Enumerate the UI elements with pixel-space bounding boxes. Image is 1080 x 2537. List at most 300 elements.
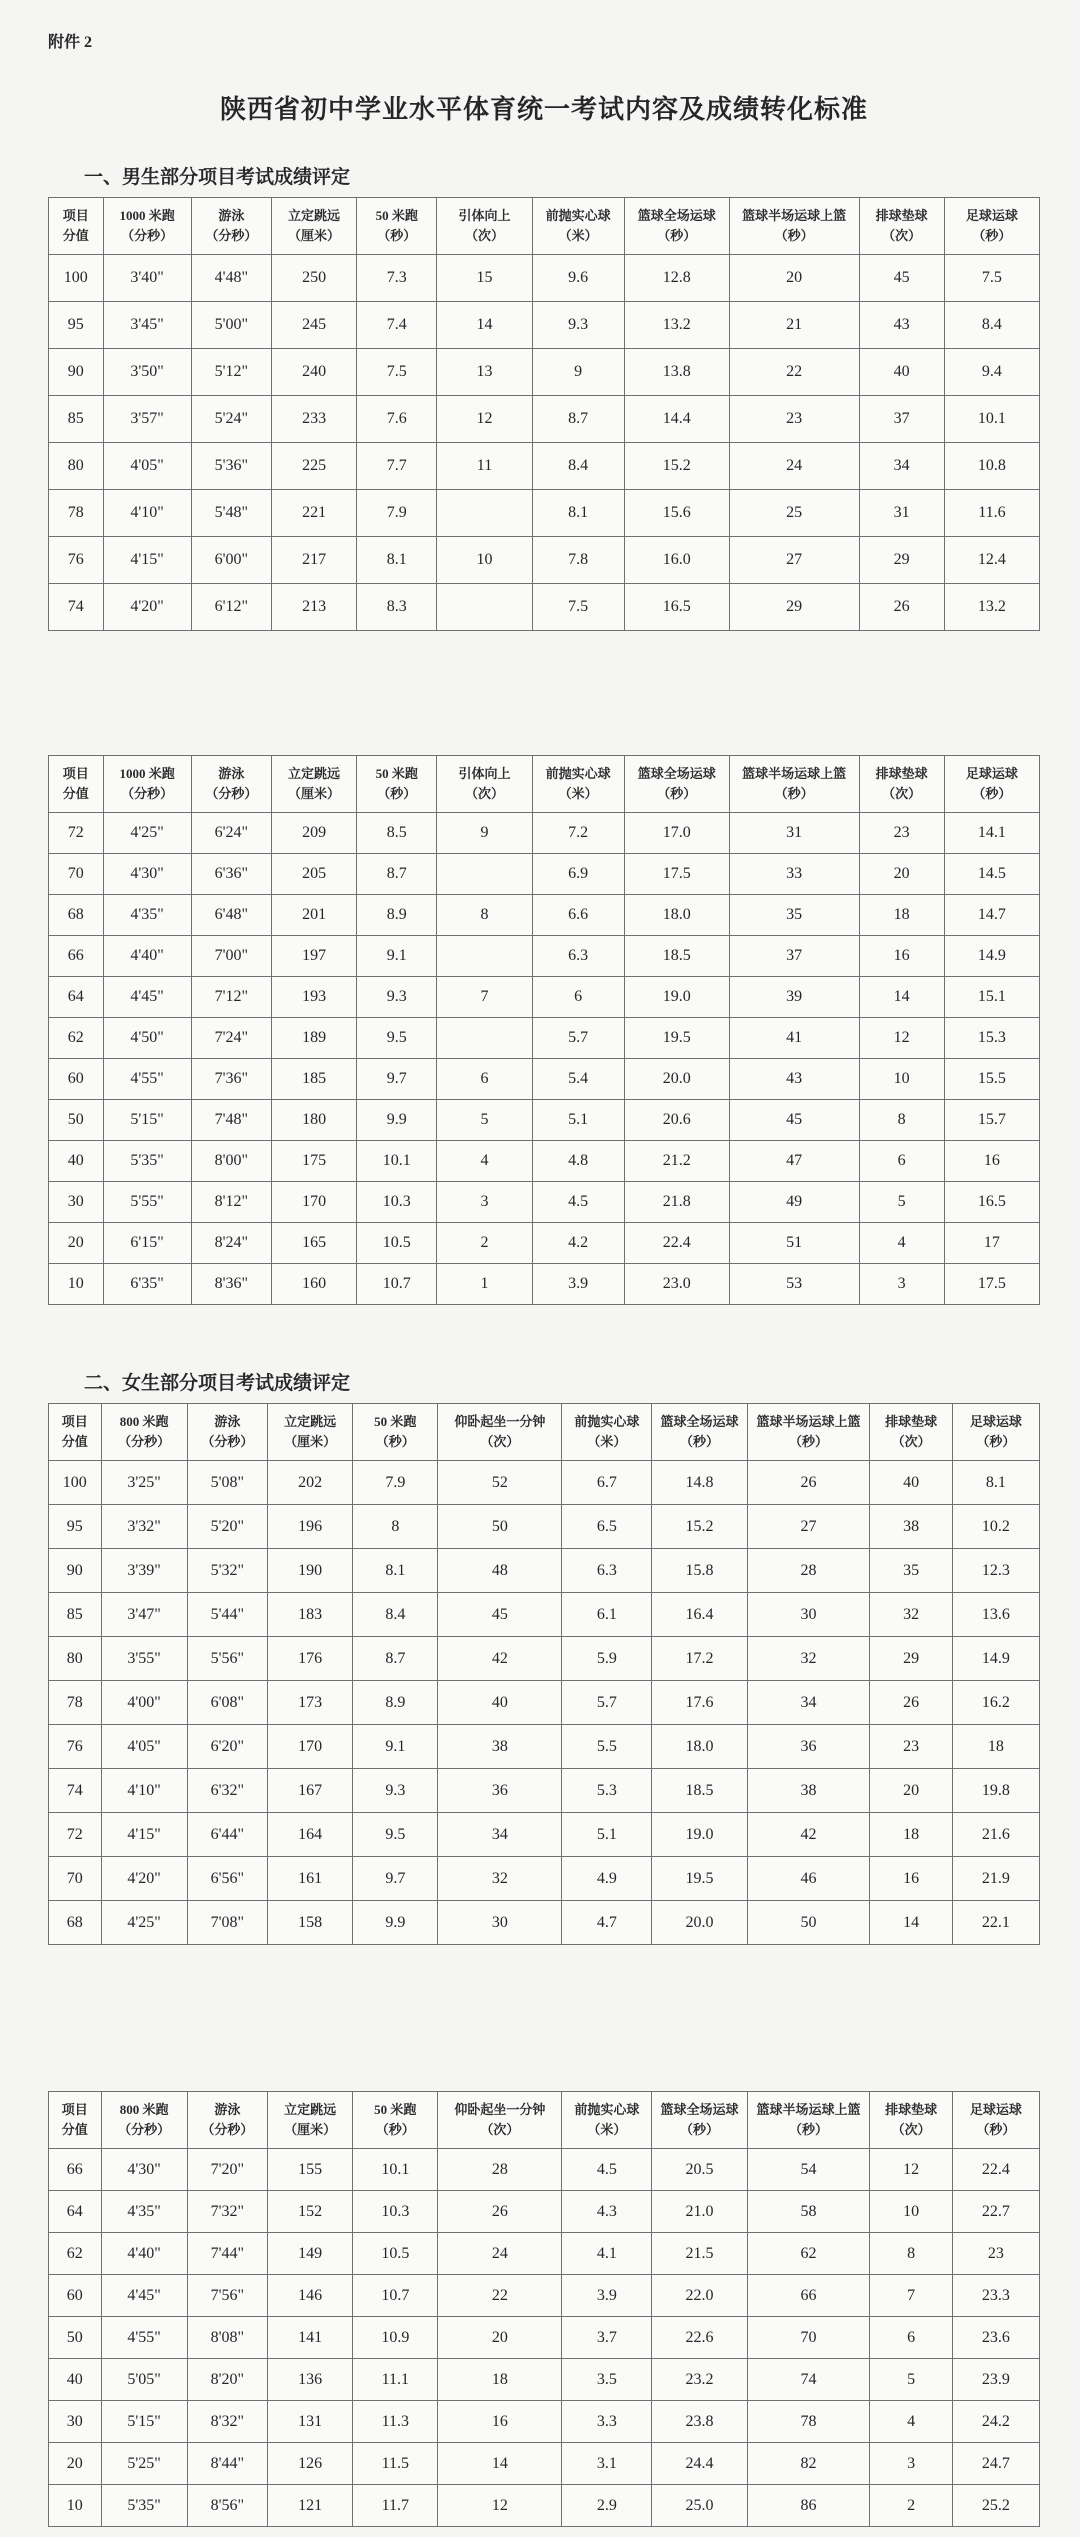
result-cell: 6 (532, 977, 624, 1018)
column-header: 仰卧起坐一分钟 （次） (438, 1404, 562, 1461)
result-cell: 175 (271, 1141, 356, 1182)
result-cell: 66 (747, 2275, 870, 2317)
table-row (49, 443, 1040, 490)
result-cell: 13.8 (624, 349, 729, 396)
result-cell: 3.9 (532, 1264, 624, 1305)
result-cell: 8.3 (357, 584, 437, 631)
table-row (49, 537, 1040, 584)
result-cell: 13.2 (624, 302, 729, 349)
result-cell: 27 (747, 1505, 870, 1549)
result-cell: 43 (729, 1059, 859, 1100)
result-cell: 17.0 (624, 813, 729, 854)
result-cell: 5.5 (562, 1725, 652, 1769)
result-cell: 221 (271, 490, 356, 537)
result-cell: 4'30" (103, 854, 191, 895)
result-cell: 213 (271, 584, 356, 631)
result-cell: 16 (438, 2401, 562, 2443)
result-cell: 23 (870, 1725, 952, 1769)
column-header: 足球运球 （秒） (952, 2092, 1039, 2149)
result-cell: 11.6 (944, 490, 1039, 537)
result-cell: 41 (729, 1018, 859, 1059)
result-cell: 173 (267, 1681, 352, 1725)
result-cell: 5.3 (562, 1769, 652, 1813)
result-cell: 180 (271, 1100, 356, 1141)
girls-section-heading: 二、女生部分项目考试成绩评定 (84, 1373, 351, 1394)
result-cell: 11.7 (353, 2485, 438, 2527)
result-cell: 8 (353, 1505, 438, 1549)
result-cell: 6'20" (187, 1725, 267, 1769)
column-header: 800 米跑 （分秒） (101, 2092, 187, 2149)
result-cell: 9.1 (357, 936, 437, 977)
result-cell: 17.5 (944, 1264, 1039, 1305)
result-cell: 38 (438, 1725, 562, 1769)
result-cell: 6.3 (562, 1549, 652, 1593)
result-cell: 8.9 (357, 895, 437, 936)
result-cell: 15.2 (652, 1505, 747, 1549)
boys-section (48, 165, 1040, 1305)
result-cell (437, 1018, 532, 1059)
table-row (49, 1223, 1040, 1264)
result-cell: 23.8 (652, 2401, 747, 2443)
score-value-cell: 70 (49, 1857, 102, 1901)
score-value-cell: 100 (49, 255, 104, 302)
result-cell: 15.7 (944, 1100, 1039, 1141)
result-cell: 86 (747, 2485, 870, 2527)
result-cell: 6'35" (103, 1264, 191, 1305)
result-cell: 10.2 (952, 1505, 1039, 1549)
table-row (49, 2191, 1040, 2233)
result-cell: 5.4 (532, 1059, 624, 1100)
result-cell: 51 (729, 1223, 859, 1264)
result-cell: 35 (729, 895, 859, 936)
result-cell: 10.3 (353, 2191, 438, 2233)
result-cell: 26 (859, 584, 944, 631)
score-value-cell: 50 (49, 1100, 104, 1141)
result-cell: 8.1 (357, 537, 437, 584)
result-cell: 50 (438, 1505, 562, 1549)
result-cell: 6'56" (187, 1857, 267, 1901)
result-cell: 6'12" (191, 584, 271, 631)
result-cell: 17.6 (652, 1681, 747, 1725)
result-cell: 10.9 (353, 2317, 438, 2359)
result-cell: 20 (729, 255, 859, 302)
result-cell: 35 (870, 1549, 952, 1593)
result-cell: 233 (271, 396, 356, 443)
result-cell: 37 (729, 936, 859, 977)
result-cell: 8'56" (187, 2485, 267, 2527)
result-cell: 24.4 (652, 2443, 747, 2485)
result-cell: 121 (267, 2485, 352, 2527)
result-cell: 8.7 (353, 1637, 438, 1681)
result-cell: 46 (747, 1857, 870, 1901)
result-cell: 8.9 (353, 1681, 438, 1725)
result-cell: 11.1 (353, 2359, 438, 2401)
result-cell: 12 (859, 1018, 944, 1059)
result-cell: 149 (267, 2233, 352, 2275)
result-cell: 152 (267, 2191, 352, 2233)
result-cell: 16.5 (944, 1182, 1039, 1223)
result-cell: 8 (859, 1100, 944, 1141)
result-cell: 10.8 (944, 443, 1039, 490)
column-header: 引体向上 （次） (437, 198, 532, 255)
score-value-cell: 74 (49, 1769, 102, 1813)
score-value-cell: 70 (49, 854, 104, 895)
result-cell: 141 (267, 2317, 352, 2359)
result-cell: 8 (437, 895, 532, 936)
result-cell: 4'35" (103, 895, 191, 936)
result-cell: 16.2 (952, 1681, 1039, 1725)
result-cell: 21.2 (624, 1141, 729, 1182)
result-cell: 37 (859, 396, 944, 443)
result-cell: 3.9 (562, 2275, 652, 2317)
result-cell: 8'08" (187, 2317, 267, 2359)
column-header: 1000 米跑 （分秒） (103, 198, 191, 255)
result-cell: 3.1 (562, 2443, 652, 2485)
result-cell: 31 (859, 490, 944, 537)
result-cell: 23.2 (652, 2359, 747, 2401)
column-header: 篮球全场运球 （秒） (652, 2092, 747, 2149)
score-value-cell: 95 (49, 1505, 102, 1549)
result-cell: 14.9 (944, 936, 1039, 977)
result-cell: 8.4 (353, 1593, 438, 1637)
result-cell: 21.6 (952, 1813, 1039, 1857)
column-header: 项目 分值 (49, 756, 104, 813)
result-cell: 240 (271, 349, 356, 396)
result-cell: 13 (437, 349, 532, 396)
result-cell: 7.3 (357, 255, 437, 302)
column-header: 游泳 （分秒） (191, 198, 271, 255)
score-value-cell: 30 (49, 2401, 102, 2443)
table-row (49, 396, 1040, 443)
result-cell: 7.8 (532, 537, 624, 584)
result-cell: 25 (729, 490, 859, 537)
score-value-cell: 62 (49, 2233, 102, 2275)
result-cell: 3'40" (103, 255, 191, 302)
result-cell: 4'05" (103, 443, 191, 490)
column-header: 前抛实心球 （米） (532, 198, 624, 255)
result-cell: 4'20" (101, 1857, 187, 1901)
result-cell: 3'45" (103, 302, 191, 349)
result-cell: 3.5 (562, 2359, 652, 2401)
table-row (49, 490, 1040, 537)
result-cell: 20.6 (624, 1100, 729, 1141)
result-cell: 82 (747, 2443, 870, 2485)
result-cell: 189 (271, 1018, 356, 1059)
result-cell: 4.5 (532, 1182, 624, 1223)
result-cell: 15.1 (944, 977, 1039, 1018)
result-cell: 34 (438, 1813, 562, 1857)
column-header: 排球垫球 （次） (859, 198, 944, 255)
result-cell: 15.5 (944, 1059, 1039, 1100)
result-cell: 7.4 (357, 302, 437, 349)
result-cell: 18.0 (624, 895, 729, 936)
table-row (49, 1018, 1040, 1059)
table-row (49, 2149, 1040, 2191)
result-cell: 9.3 (532, 302, 624, 349)
result-cell: 4'30" (101, 2149, 187, 2191)
result-cell: 7'24" (191, 1018, 271, 1059)
result-cell: 21 (729, 302, 859, 349)
result-cell: 29 (859, 537, 944, 584)
result-cell: 4'45" (103, 977, 191, 1018)
result-cell: 5'15" (101, 2401, 187, 2443)
table-row (49, 2359, 1040, 2401)
result-cell: 4'48" (191, 255, 271, 302)
result-cell: 170 (267, 1725, 352, 1769)
table-row (49, 2275, 1040, 2317)
result-cell: 14 (870, 1901, 952, 1945)
result-cell: 167 (267, 1769, 352, 1813)
result-cell: 16.4 (652, 1593, 747, 1637)
result-cell: 5'56" (187, 1637, 267, 1681)
result-cell: 8.1 (353, 1549, 438, 1593)
result-cell: 23 (952, 2233, 1039, 2275)
result-cell: 5'44" (187, 1593, 267, 1637)
result-cell: 7'20" (187, 2149, 267, 2191)
result-cell: 8.4 (532, 443, 624, 490)
result-cell: 4'35" (101, 2191, 187, 2233)
girls-section (48, 1371, 1040, 2527)
score-value-cell: 72 (49, 813, 104, 854)
table-row (49, 936, 1040, 977)
result-cell: 16 (944, 1141, 1039, 1182)
result-cell: 9.7 (357, 1059, 437, 1100)
result-cell: 160 (271, 1264, 356, 1305)
result-cell: 58 (747, 2191, 870, 2233)
result-cell: 7'32" (187, 2191, 267, 2233)
result-cell: 18 (870, 1813, 952, 1857)
result-cell: 6.7 (562, 1461, 652, 1505)
result-cell: 34 (859, 443, 944, 490)
table-row (49, 1857, 1040, 1901)
result-cell: 6.6 (532, 895, 624, 936)
column-header: 50 米跑 （秒） (357, 756, 437, 813)
result-cell: 4.3 (562, 2191, 652, 2233)
header-row (49, 756, 1040, 813)
result-cell: 20.0 (652, 1901, 747, 1945)
result-cell (437, 584, 532, 631)
result-cell: 29 (729, 584, 859, 631)
result-cell: 7.9 (353, 1461, 438, 1505)
result-cell: 49 (729, 1182, 859, 1223)
result-cell: 4'40" (101, 2233, 187, 2275)
column-header: 立定跳远 （厘米） (271, 198, 356, 255)
result-cell: 2.9 (562, 2485, 652, 2527)
result-cell: 7.5 (532, 584, 624, 631)
result-cell: 4.8 (532, 1141, 624, 1182)
result-cell: 3'25" (101, 1461, 187, 1505)
result-cell: 47 (729, 1141, 859, 1182)
table-row (49, 349, 1040, 396)
result-cell: 19.5 (652, 1857, 747, 1901)
result-cell: 38 (747, 1769, 870, 1813)
result-cell: 11 (437, 443, 532, 490)
score-value-cell: 85 (49, 396, 104, 443)
result-cell: 18 (952, 1725, 1039, 1769)
result-cell: 4'15" (103, 537, 191, 584)
column-header: 排球垫球 （次） (870, 2092, 952, 2149)
result-cell: 7'56" (187, 2275, 267, 2317)
score-value-cell: 66 (49, 936, 104, 977)
result-cell: 14 (438, 2443, 562, 2485)
column-header: 篮球半场运球上篮 （秒） (729, 198, 859, 255)
result-cell: 34 (747, 1681, 870, 1725)
result-cell: 10 (437, 537, 532, 584)
result-cell: 4'40" (103, 936, 191, 977)
result-cell: 3.7 (562, 2317, 652, 2359)
result-cell: 40 (859, 349, 944, 396)
result-cell: 33 (729, 854, 859, 895)
result-cell: 5'08" (187, 1461, 267, 1505)
column-header: 篮球半场运球上篮 （秒） (747, 1404, 870, 1461)
result-cell: 4'05" (101, 1725, 187, 1769)
result-cell: 12 (437, 396, 532, 443)
result-cell: 9.3 (353, 1769, 438, 1813)
result-cell: 8'12" (191, 1182, 271, 1223)
score-value-cell: 95 (49, 302, 104, 349)
result-cell: 36 (438, 1769, 562, 1813)
column-header: 篮球半场运球上篮 （秒） (747, 2092, 870, 2149)
result-cell: 14.7 (944, 895, 1039, 936)
result-cell: 14.1 (944, 813, 1039, 854)
result-cell: 5 (859, 1182, 944, 1223)
result-cell: 3 (437, 1182, 532, 1223)
column-header: 篮球半场运球上篮 （秒） (729, 756, 859, 813)
column-header: 足球运球 （秒） (944, 756, 1039, 813)
score-value-cell: 50 (49, 2317, 102, 2359)
result-cell: 48 (438, 1549, 562, 1593)
result-cell: 7 (437, 977, 532, 1018)
result-cell: 4'25" (101, 1901, 187, 1945)
result-cell: 13.6 (952, 1593, 1039, 1637)
result-cell: 39 (729, 977, 859, 1018)
score-value-cell: 20 (49, 2443, 102, 2485)
result-cell: 18 (438, 2359, 562, 2401)
result-cell: 5'48" (191, 490, 271, 537)
column-header: 排球垫球 （次） (870, 1404, 952, 1461)
result-cell: 4'55" (103, 1059, 191, 1100)
result-cell (437, 936, 532, 977)
result-cell: 18.5 (624, 936, 729, 977)
result-cell: 7.7 (357, 443, 437, 490)
result-cell: 10.7 (353, 2275, 438, 2317)
result-cell: 5'24" (191, 396, 271, 443)
result-cell: 20 (859, 854, 944, 895)
table-row (49, 1141, 1040, 1182)
result-cell: 6.1 (562, 1593, 652, 1637)
result-cell: 3 (870, 2443, 952, 2485)
result-cell: 10 (859, 1059, 944, 1100)
score-value-cell: 80 (49, 443, 104, 490)
table-row (49, 1549, 1040, 1593)
result-cell: 7'44" (187, 2233, 267, 2275)
result-cell: 196 (267, 1505, 352, 1549)
column-header: 前抛实心球 （米） (532, 756, 624, 813)
result-cell: 9 (437, 813, 532, 854)
result-cell: 9.6 (532, 255, 624, 302)
document-title: 陕西省初中学业水平体育统一考试内容及成绩转化标准 (219, 95, 868, 124)
result-cell: 29 (870, 1637, 952, 1681)
result-cell: 5 (870, 2359, 952, 2401)
result-cell: 9.5 (353, 1813, 438, 1857)
result-cell: 193 (271, 977, 356, 1018)
column-header: 50 米跑 （秒） (357, 198, 437, 255)
result-cell: 9 (532, 349, 624, 396)
result-cell: 245 (271, 302, 356, 349)
result-cell: 19.0 (624, 977, 729, 1018)
column-header: 足球运球 （秒） (952, 1404, 1039, 1461)
result-cell: 8.7 (532, 396, 624, 443)
result-cell: 7'48" (191, 1100, 271, 1141)
result-cell: 45 (729, 1100, 859, 1141)
result-cell: 5'32" (187, 1549, 267, 1593)
result-cell: 5'35" (103, 1141, 191, 1182)
table-row (49, 1182, 1040, 1223)
result-cell: 16.0 (624, 537, 729, 584)
result-cell: 19.0 (652, 1813, 747, 1857)
result-cell: 17.5 (624, 854, 729, 895)
result-cell: 6'08" (187, 1681, 267, 1725)
result-cell: 22.0 (652, 2275, 747, 2317)
result-cell: 20 (870, 1769, 952, 1813)
result-cell: 28 (438, 2149, 562, 2191)
result-cell: 9.4 (944, 349, 1039, 396)
result-cell: 22 (729, 349, 859, 396)
result-cell: 6.9 (532, 854, 624, 895)
result-cell: 62 (747, 2233, 870, 2275)
result-cell: 24.2 (952, 2401, 1039, 2443)
result-cell: 4'00" (101, 1681, 187, 1725)
result-cell: 19.5 (624, 1018, 729, 1059)
result-cell: 32 (870, 1593, 952, 1637)
score-value-cell: 20 (49, 1223, 104, 1264)
result-cell: 45 (438, 1593, 562, 1637)
result-cell: 10.1 (353, 2149, 438, 2191)
result-cell: 164 (267, 1813, 352, 1857)
result-cell: 27 (729, 537, 859, 584)
result-cell: 4.2 (532, 1223, 624, 1264)
column-header: 篮球全场运球 （秒） (652, 1404, 747, 1461)
result-cell: 12.3 (952, 1549, 1039, 1593)
result-cell: 14 (859, 977, 944, 1018)
result-cell: 23 (859, 813, 944, 854)
result-cell: 10.5 (353, 2233, 438, 2275)
result-cell: 4'20" (103, 584, 191, 631)
result-cell: 10.1 (357, 1141, 437, 1182)
result-cell: 7'36" (191, 1059, 271, 1100)
column-header: 游泳 （分秒） (187, 1404, 267, 1461)
table-row (49, 813, 1040, 854)
result-cell: 4.1 (562, 2233, 652, 2275)
result-cell: 15.2 (624, 443, 729, 490)
result-cell: 36 (747, 1725, 870, 1769)
result-cell: 3.3 (562, 2401, 652, 2443)
result-cell: 8 (870, 2233, 952, 2275)
result-cell: 14.8 (652, 1461, 747, 1505)
result-cell: 9.7 (353, 1857, 438, 1901)
result-cell: 5 (437, 1100, 532, 1141)
result-cell: 32 (438, 1857, 562, 1901)
result-cell: 52 (438, 1461, 562, 1505)
score-value-cell: 60 (49, 1059, 104, 1100)
result-cell: 6'36" (191, 854, 271, 895)
result-cell: 3'57" (103, 396, 191, 443)
result-cell: 5'35" (101, 2485, 187, 2527)
result-cell: 155 (267, 2149, 352, 2191)
girls-score-table-upper (48, 1403, 1040, 1945)
result-cell: 23.0 (624, 1264, 729, 1305)
boys-score-table-upper (48, 197, 1040, 631)
